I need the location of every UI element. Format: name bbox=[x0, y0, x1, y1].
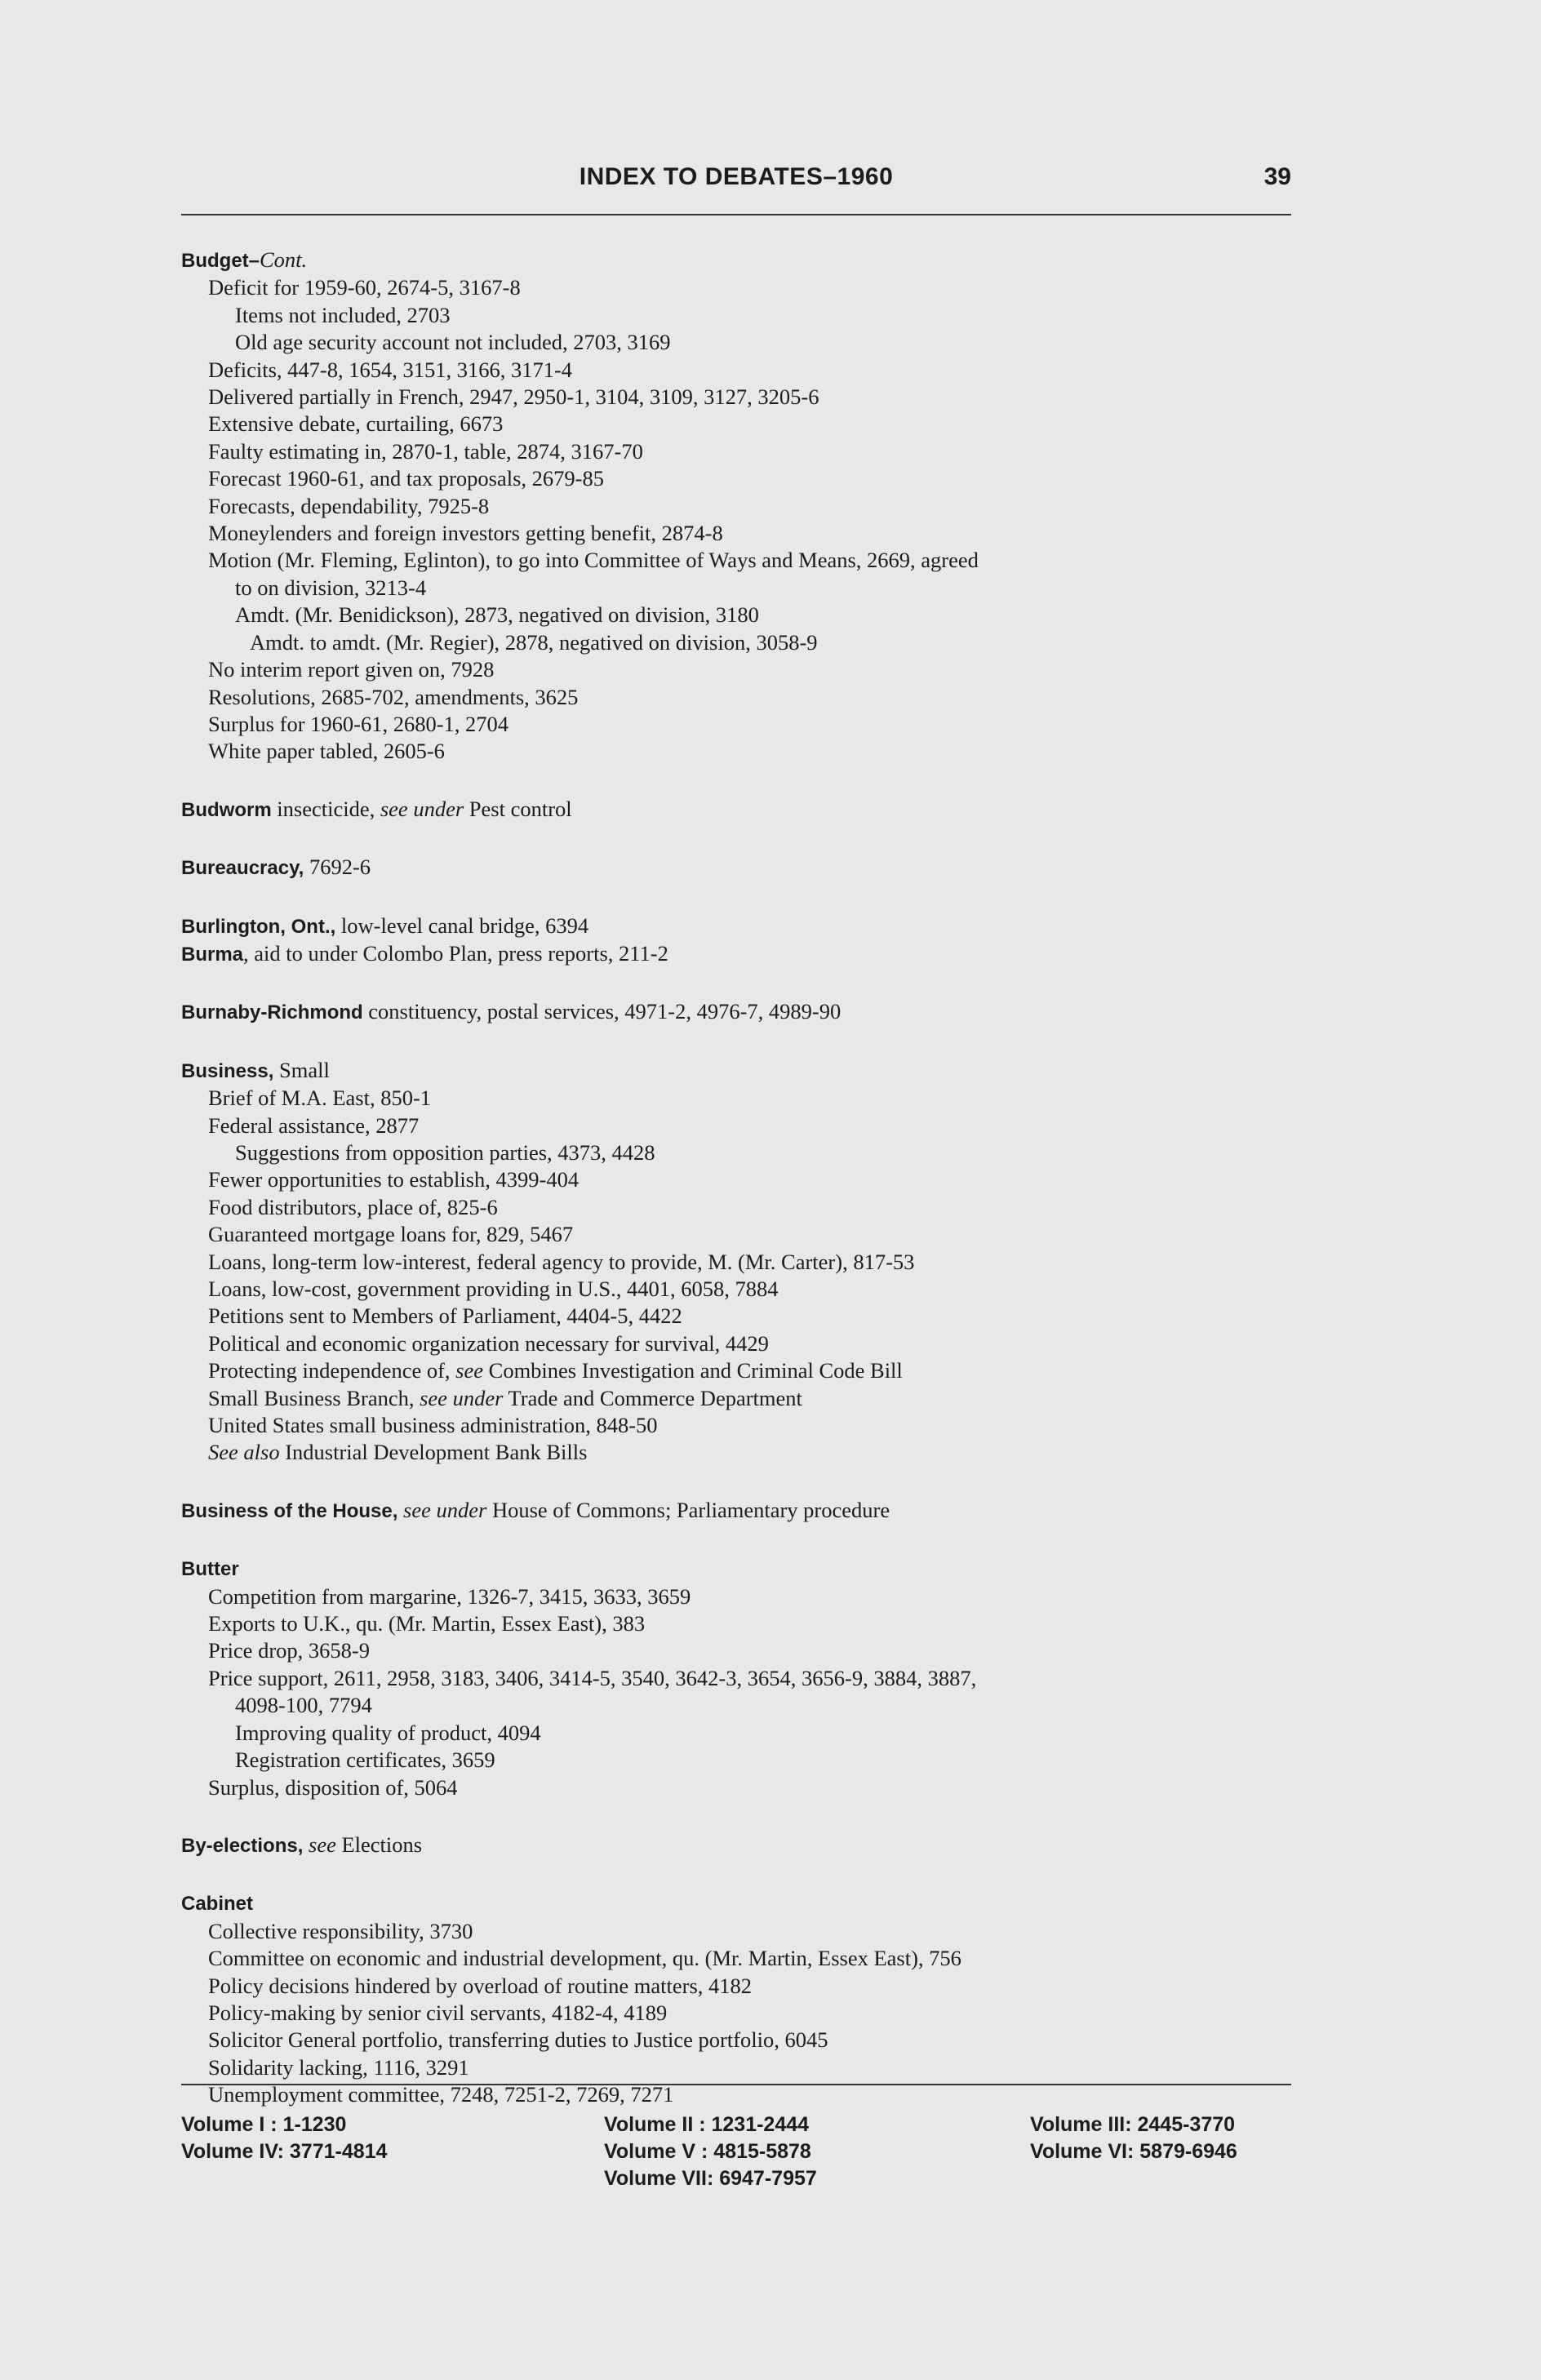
entry-text: Deficits, 447-8, 1654, 3151, 3166, 3171-4 bbox=[208, 357, 573, 382]
index-subentry bbox=[181, 493, 1308, 520]
cross-reference-marker: see under bbox=[420, 1385, 504, 1410]
entry-text: low-level canal bridge, 6394 bbox=[335, 912, 589, 938]
entry-text: Petitions sent to Members of Parliament, 4404-5, 4422 bbox=[208, 1303, 682, 1329]
entry-text: , aid to under Colombo Plan, press reports, 211-2 bbox=[243, 940, 668, 966]
entry-text: Price support, 2611, 2958, 3183, 3406, 3414-5, 3540, 3642-3, 3654, 3656-9, 3884, 3887, bbox=[208, 1665, 977, 1690]
index-subentry bbox=[181, 1747, 1308, 1774]
volume-range: Volume IV: 3771-4814 bbox=[181, 2140, 388, 2163]
entry-text: Protecting independence of, bbox=[208, 1358, 456, 1383]
entry-text: Amdt. (Mr. Benidickson), 2873, negatived on division, 3180 bbox=[235, 602, 759, 628]
index-heading-entry bbox=[181, 854, 1308, 881]
entry-text: Fewer opportunities to establish, 4399-404 bbox=[208, 1167, 580, 1192]
volume-range: Volume I : 1-1230 bbox=[181, 2113, 347, 2136]
index-subentry bbox=[181, 438, 1308, 465]
index-subentry bbox=[181, 1412, 1308, 1439]
index-subentry bbox=[181, 629, 1308, 656]
cross-reference-marker: see bbox=[455, 1358, 484, 1383]
entry-text: Extensive debate, curtailing, 6673 bbox=[208, 411, 504, 437]
cross-reference-marker: see under bbox=[380, 796, 464, 821]
index-subentry bbox=[181, 520, 1308, 547]
entry-text: Policy-making by senior civil servants, 4182-4, 4189 bbox=[208, 2000, 668, 2025]
entry-heading: Butter bbox=[181, 1558, 239, 1581]
index-subentry bbox=[181, 1139, 1308, 1166]
volume-key-column-1 bbox=[181, 2111, 387, 2165]
index-heading-entry bbox=[181, 998, 1308, 1026]
index-entries bbox=[181, 246, 1308, 2109]
index-subentry bbox=[181, 384, 1308, 411]
index-subentry bbox=[181, 547, 1308, 574]
index-subentry bbox=[181, 1439, 1308, 1466]
volume-key-column-2 bbox=[604, 2111, 817, 2192]
index-subentry bbox=[181, 1330, 1308, 1357]
index-subentry bbox=[181, 1720, 1308, 1747]
entry-text: Price drop, 3658-9 bbox=[208, 1638, 370, 1663]
index-heading-entry bbox=[181, 1889, 1308, 1917]
index-heading-entry bbox=[181, 1832, 1308, 1859]
index-subentry bbox=[181, 1774, 1308, 1801]
entry-heading: Business, bbox=[181, 1059, 274, 1082]
index-subentry bbox=[181, 656, 1308, 683]
entry-text: Surplus, disposition of, 5064 bbox=[208, 1774, 458, 1800]
entry-text: Small Business Branch, bbox=[208, 1385, 420, 1410]
entry-text: Suggestions from opposition parties, 4373, 4428 bbox=[235, 1139, 655, 1165]
entry-text: Solidarity lacking, 1116, 3291 bbox=[208, 2054, 469, 2080]
volume-key bbox=[181, 2111, 1291, 2201]
index-subentry bbox=[181, 1945, 1308, 1972]
entry-heading: Burlington, Ont., bbox=[181, 915, 336, 938]
entry-text: Collective responsibility, 3730 bbox=[208, 1918, 473, 1943]
entry-text: Committee on economic and industrial development, qu. (Mr. Martin, Essex East), 756 bbox=[208, 1946, 961, 1971]
entry-text: Brief of M.A. East, 850-1 bbox=[208, 1086, 432, 1111]
entry-text: Competition from margarine, 1326-7, 3415, 3633, 3659 bbox=[208, 1583, 691, 1609]
entry-text: Solicitor General portfolio, transferring duties to Justice portfolio, 6045 bbox=[208, 2027, 828, 2053]
entry-text: Resolutions, 2685-702, amendments, 3625 bbox=[208, 684, 579, 709]
entry-text: Elections bbox=[335, 1832, 423, 1857]
entry-text: Motion (Mr. Fleming, Eglinton), to go into Committee of Ways and Means, 2669, agreed bbox=[208, 548, 979, 573]
entry-text: constituency, postal services, 4971-2, 4976-7, 4989-90 bbox=[362, 999, 842, 1024]
index-subentry bbox=[181, 1918, 1308, 1945]
index-subentry bbox=[181, 738, 1308, 765]
index-subentry bbox=[181, 1610, 1308, 1637]
index-subentry bbox=[181, 1249, 1308, 1276]
cross-reference-marker: see bbox=[309, 1832, 336, 1857]
entry-text: House of Commons; Parliamentary procedure bbox=[486, 1497, 890, 1522]
index-subentry bbox=[181, 465, 1308, 492]
index-subentry bbox=[181, 2054, 1308, 2081]
entry-text: to on division, 3213-4 bbox=[235, 575, 427, 600]
index-subentry bbox=[181, 274, 1308, 301]
index-heading-entry bbox=[181, 940, 1308, 968]
index-subentry bbox=[181, 575, 1308, 602]
volume-range: Volume II : 1231-2444 bbox=[604, 2113, 810, 2136]
entry-text: White paper tabled, 2605-6 bbox=[208, 739, 445, 764]
entry-heading: Bureaucracy, bbox=[181, 857, 304, 880]
entry-text: Trade and Commerce Department bbox=[503, 1385, 802, 1410]
entry-text: Delivered partially in French, 2947, 2950-1, 3104, 3109, 3127, 3205-6 bbox=[208, 384, 819, 410]
entry-text: Guaranteed mortgage loans for, 829, 5467 bbox=[208, 1222, 574, 1247]
index-subentry bbox=[181, 1194, 1308, 1221]
entry-text: Faulty estimating in, 2870-1, table, 2874, 3167-70 bbox=[208, 438, 643, 464]
entry-heading: Burnaby-Richmond bbox=[181, 1001, 363, 1024]
volume-range: Volume VII: 6947-7957 bbox=[604, 2167, 817, 2190]
index-subentry bbox=[181, 711, 1308, 738]
entry-text: Deficit for 1959-60, 2674-5, 3167-8 bbox=[208, 275, 521, 300]
index-subentry bbox=[181, 1385, 1308, 1412]
entry-text: Old age security account not included, 2703, 3169 bbox=[235, 330, 671, 355]
index-subentry bbox=[181, 1303, 1308, 1330]
page-header bbox=[181, 163, 1291, 204]
entry-text: Policy decisions hindered by overload of routine matters, 4182 bbox=[208, 1973, 753, 1998]
entry-text: Loans, long-term low-interest, federal agency to provide, M. (Mr. Carter), 817-53 bbox=[208, 1249, 915, 1274]
entry-text: Pest control bbox=[464, 796, 572, 821]
header-title: INDEX TO DEBATES–1960 bbox=[579, 163, 894, 190]
index-subentry bbox=[181, 2027, 1308, 2054]
entry-text: Unemployment committee, 7248, 7251-2, 7269, 7271 bbox=[208, 2082, 674, 2107]
entry-heading: Burma bbox=[181, 943, 244, 966]
entry-text: Loans, low-cost, government providing in U.S., 4401, 6058, 7884 bbox=[208, 1277, 779, 1301]
entry-heading: Budget– bbox=[181, 250, 260, 272]
index-subentry bbox=[181, 1221, 1308, 1248]
volume-range: Volume III: 2445-3770 bbox=[1030, 2113, 1236, 2136]
index-subentry bbox=[181, 1637, 1308, 1664]
entry-text: Amdt. to amdt. (Mr. Regier), 2878, negatived on division, 3058-9 bbox=[250, 629, 818, 655]
index-heading-entry bbox=[181, 912, 1308, 940]
volume-range: Volume V : 4815-5878 bbox=[604, 2140, 811, 2163]
index-subentry bbox=[181, 329, 1308, 356]
index-subentry bbox=[181, 1276, 1308, 1303]
index-heading-entry bbox=[181, 796, 1308, 824]
entry-text: Industrial Development Bank Bills bbox=[279, 1440, 588, 1465]
entry-text: Forecast 1960-61, and tax proposals, 2679-85 bbox=[208, 466, 605, 491]
entry-text: 7692-6 bbox=[304, 855, 371, 880]
entry-text: Combines Investigation and Criminal Code Bill bbox=[483, 1358, 903, 1383]
index-subentry bbox=[181, 2000, 1308, 2027]
entry-text: Improving quality of product, 4094 bbox=[235, 1720, 541, 1745]
index-heading-entry bbox=[181, 246, 1308, 274]
entry-text: Registration certificates, 3659 bbox=[235, 1747, 495, 1773]
entry-text: 4098-100, 7794 bbox=[235, 1693, 372, 1718]
entry-heading-italic: Cont. bbox=[260, 247, 308, 272]
index-subentry bbox=[181, 1665, 1308, 1692]
volume-key-column-3 bbox=[1030, 2111, 1237, 2165]
entry-text: Food distributors, place of, 825-6 bbox=[208, 1194, 498, 1219]
entry-text: Moneylenders and foreign investors getting benefit, 2874-8 bbox=[208, 521, 723, 546]
index-subentry bbox=[181, 602, 1308, 628]
index-subentry bbox=[181, 1357, 1308, 1384]
cross-reference-marker: see under bbox=[403, 1497, 487, 1522]
volume-range: Volume VI: 5879-6946 bbox=[1030, 2140, 1237, 2163]
index-subentry bbox=[181, 302, 1308, 329]
entry-heading: Business of the House, bbox=[181, 1499, 398, 1522]
entry-text: No interim report given on, 7928 bbox=[208, 657, 495, 682]
index-heading-entry bbox=[181, 1555, 1308, 1583]
entry-heading: By-elections, bbox=[181, 1834, 304, 1857]
entry-text: Items not included, 2703 bbox=[235, 302, 451, 327]
index-subentry bbox=[181, 1085, 1308, 1112]
page-number: 39 bbox=[1263, 163, 1291, 190]
index-subentry bbox=[181, 684, 1308, 711]
entry-heading: Cabinet bbox=[181, 1893, 254, 1916]
header-rule bbox=[181, 214, 1291, 215]
index-subentry bbox=[181, 2081, 1308, 2108]
entry-text: insecticide, bbox=[271, 796, 380, 821]
index-subentry bbox=[181, 1583, 1308, 1610]
index-subentry bbox=[181, 357, 1308, 384]
cross-reference-marker: See also bbox=[208, 1440, 280, 1465]
entry-text: Federal assistance, 2877 bbox=[208, 1112, 420, 1138]
index-subentry bbox=[181, 1166, 1308, 1193]
entry-text: Political and economic organization necessary for survival, 4429 bbox=[208, 1330, 769, 1356]
entry-text: United States small business administration, 848-50 bbox=[208, 1413, 658, 1438]
entry-text: Surplus for 1960-61, 2680-1, 2704 bbox=[208, 711, 509, 736]
index-subentry bbox=[181, 1973, 1308, 2000]
index-subentry bbox=[181, 1692, 1308, 1719]
entry-heading: Budworm bbox=[181, 798, 272, 821]
footer-rule bbox=[181, 2084, 1291, 2085]
entry-text: Forecasts, dependability, 7925-8 bbox=[208, 493, 490, 518]
entry-text: Small bbox=[273, 1057, 330, 1082]
entry-text: Exports to U.K., qu. (Mr. Martin, Essex East), 383 bbox=[208, 1611, 646, 1636]
index-subentry bbox=[181, 1112, 1308, 1139]
index-subentry bbox=[181, 411, 1308, 437]
index-heading-entry bbox=[181, 1497, 1308, 1525]
index-heading-entry bbox=[181, 1057, 1308, 1085]
